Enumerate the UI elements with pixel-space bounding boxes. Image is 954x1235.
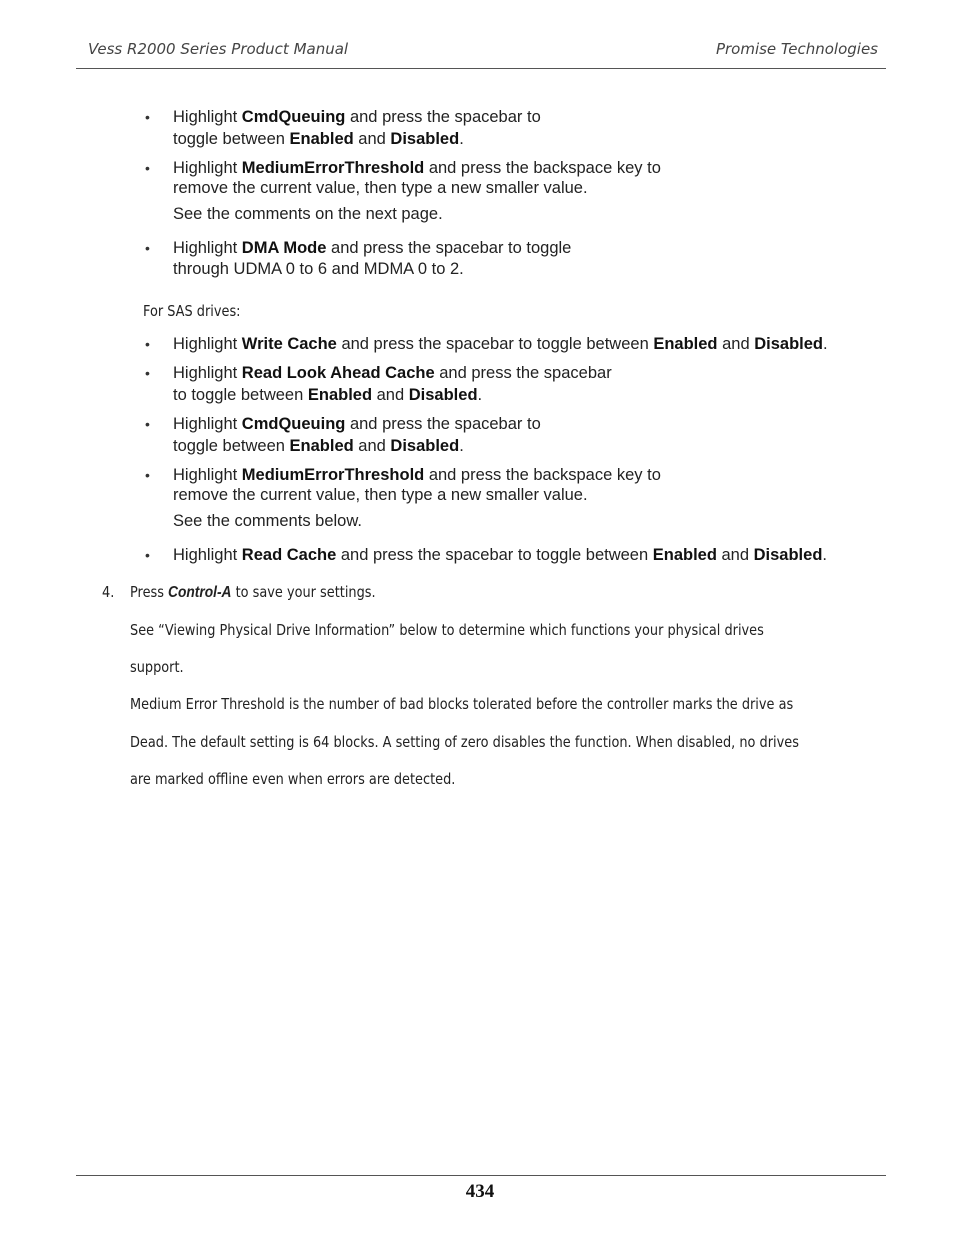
bullet-medium-error-line2: remove the current value, then type a new smaller value. (173, 179, 588, 197)
bullet-sas-medium-error-line2: remove the current value, then type a new smaller value. (173, 486, 588, 504)
medium-error-paragraph-line3: are marked offline even when errors are detected. (130, 770, 456, 788)
bullet-read-cache: Highlight Read Cache and press the spacebar to toggle between Enabled and Disabled. (173, 546, 827, 564)
medium-error-paragraph-line1: Medium Error Threshold is the number of bad blocks tolerated before the controller marks the drive as (130, 695, 794, 713)
page-number: 434 (465, 1181, 495, 1202)
control-a-key: Control-A (168, 584, 232, 601)
step-4-text: Press Control-A to save your settings. (130, 583, 376, 601)
bullet-dma-mode-line2: through UDMA 0 to 6 and MDMA 0 to 2. (173, 260, 464, 278)
sas-drives-heading: For SAS drives: (143, 302, 241, 320)
running-header-title: Vess R2000 Series Product Manual (88, 40, 349, 58)
bullet-marker: • (145, 547, 150, 563)
bullet-marker: • (145, 416, 150, 432)
bullet-marker: • (145, 467, 150, 483)
step-number: 4. (102, 583, 115, 601)
header-rule (76, 68, 886, 69)
bullet-cmdqueuing-line1: Highlight CmdQueuing and press the spacebar to (173, 108, 541, 126)
bullet-sas-medium-error-note: See the comments below. (173, 512, 362, 530)
bullet-sas-cmdqueuing-line1: Highlight CmdQueuing and press the spacebar to (173, 415, 541, 433)
bullet-read-look-ahead-line2: to toggle between Enabled and Disabled. (173, 386, 483, 404)
bullet-marker: • (145, 240, 150, 256)
bullet-medium-error-line1: Highlight MediumErrorThreshold and press the backspace key to (173, 159, 661, 177)
bullet-marker: • (145, 336, 150, 352)
bullet-marker: • (145, 160, 150, 176)
see-reference-line1: See “Viewing Physical Drive Information” below to determine which functions your physical drives (130, 621, 764, 639)
running-header-company: Promise Technologies (715, 40, 878, 58)
bullet-read-look-ahead-line1: Highlight Read Look Ahead Cache and press the spacebar (173, 364, 612, 382)
bullet-sas-cmdqueuing-line2: toggle between Enabled and Disabled. (173, 437, 464, 455)
bullet-write-cache: Highlight Write Cache and press the spacebar to toggle between Enabled and Disabled. (173, 335, 828, 353)
bullet-cmdqueuing-line2: toggle between Enabled and Disabled. (173, 130, 464, 148)
medium-error-paragraph-line2: Dead. The default setting is 64 blocks. A setting of zero disables the function. When disabled, no drives (130, 733, 799, 751)
footer-rule (76, 1175, 886, 1176)
see-reference-line2: support. (130, 658, 184, 676)
bullet-marker: • (145, 109, 150, 125)
bullet-marker: • (145, 365, 150, 381)
bullet-sas-medium-error-line1: Highlight MediumErrorThreshold and press the backspace key to (173, 466, 661, 484)
bullet-medium-error-note: See the comments on the next page. (173, 205, 443, 223)
bullet-dma-mode-line1: Highlight DMA Mode and press the spacebar to toggle (173, 239, 572, 257)
